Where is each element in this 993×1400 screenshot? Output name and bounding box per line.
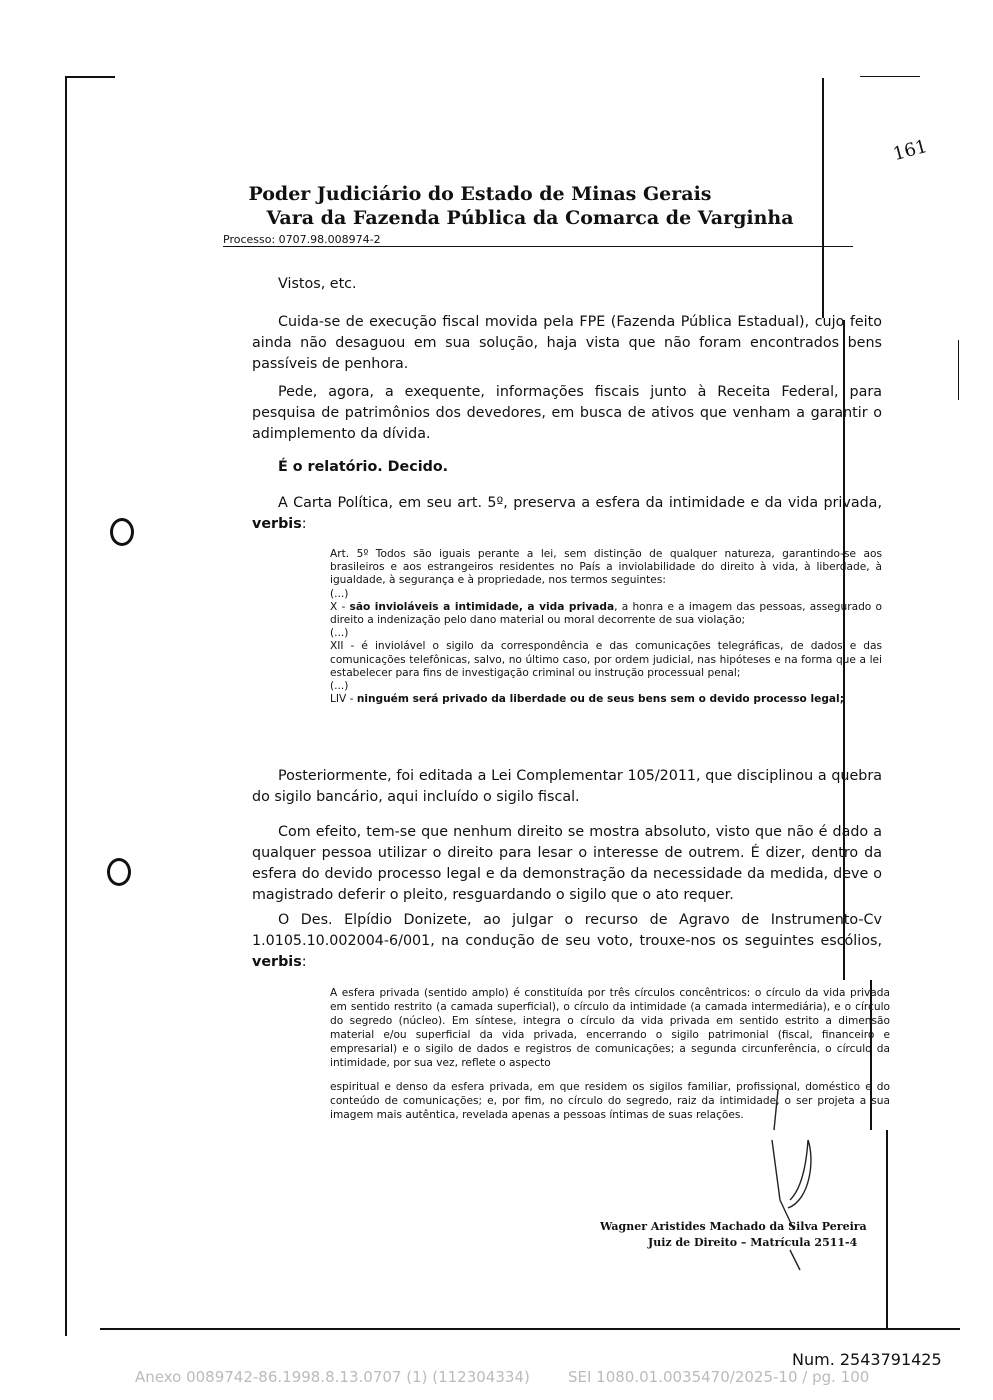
signer-role: Juiz de Direito – Matrícula 2511-4: [648, 1236, 858, 1249]
paragraph-7: O Des. Elpídio Donizete, ao julgar o recurso de Agravo de Instrumento-Cv 1.0105.10.002004-6/001, na condução de seu voto, trouxe-nos os seguintes escólios, verbis:: [252, 912, 882, 970]
paragraph-3: É o relatório. Decido.: [278, 459, 449, 475]
scan-border-top: [65, 76, 115, 78]
scan-fold-line-bottom: [886, 1130, 888, 1330]
constitution-quote: Art. 5º Todos são iguais perante a lei, sem distinção de qualquer natureza, garantindo-se aos brasileiros e aos estrangeiros residentes no País a inviolabilidade do direito à vida, à liberdade, à igualdade, à segurança e à propriedade, nos termos seguintes: (...) X - são invioláveis a intimidade, a vida privada, a honra e a imagem das pessoas, assegurado o direito a indenização pelo dano material ou moral decorrente de sua violação; (...) XII - é inviolável o sigilo da correspondência e das comunicações telegráficas, de dados e das comunicações telefônicas, salvo, no último caso, por ordem judicial, nas hipóteses e na forma que a lei estabelecer para fins de investigação criminal ou instrução processual penal; (...) LIV - ninguém será privado da liberdade ou de seus bens sem o devido processo legal;: [330, 548, 882, 706]
signer-name: Wagner Aristides Machado da Silva Pereira: [600, 1220, 867, 1233]
quote-item-liv: LIV - ninguém será privado da liberdade ou de seus bens sem o devido processo legal;: [330, 693, 844, 706]
binder-hole-top: [110, 518, 134, 546]
court-title: Poder Judiciário do Estado de Minas Gerais: [248, 183, 712, 205]
jurisprudence-quote: A esfera privada (sentido amplo) é constituída por três círculos concêntricos: o círculo da vida privada em sentido restrito (a camada superficial), o círculo da intimidade (a camada intermediária), e o círculo do segredo (núcleo). Em síntese, integra o círculo da vida privada em sentido estrito a dimensão material e/ou superficial da vida privada, encerrando o sigilo patrimonial (fiscal, financeiro e empresarial) e o sigilo de dados e registros de comunicações; a segunda circunferência, o círculo da intimidade, por sua vez, reflete o aspecto espiritual e denso da esfera privada, em que residem os sigilos familiar, profissional, doméstico e do conteúdo de comunicações; e, por fim, no círculo do segredo, raiz da intimidade, o ser projeta a sua imagem mais autêntica, revelada apenas a pessoas íntimas de suas relações.: [330, 987, 890, 1121]
annex-reference: Anexo 0089742-86.1998.8.13.0707 (1) (112304334) SEI 1080.01.0035470/2025-10 / pg. 100: [135, 1368, 870, 1386]
scan-top-mark: [860, 76, 920, 77]
greeting: Vistos, etc.: [278, 276, 357, 292]
handwritten-page-mark: 161: [890, 135, 930, 166]
document-number: Num. 2543791425: [792, 1350, 942, 1369]
paragraph-2: Pede, agora, a exequente, informações fiscais junto à Receita Federal, para pesquisa de patrimônios dos devedores, em busca de ativos que venham a garantir o adimplemento da dívida.: [252, 384, 882, 442]
paragraph-4: A Carta Política, em seu art. 5º, preserva a esfera da intimidade e da vida privada, verbis:: [252, 495, 882, 532]
process-number: Processo: 0707.98.008974-2: [223, 233, 381, 246]
header-rule: [223, 246, 853, 247]
vara-title: Vara da Fazenda Pública da Comarca de Varginha: [266, 207, 794, 229]
paragraph-5: Posteriormente, foi editada a Lei Complementar 105/2011, que disciplinou a quebra do sigilo bancário, aqui incluído o sigilo fiscal.: [252, 768, 882, 805]
paragraph-1: Cuida-se de execução fiscal movida pela FPE (Fazenda Pública Estadual), cujo feito ainda não desaguou em sua solução, haja vista que não foram encontrados bens passíveis de penhora.: [252, 314, 882, 372]
handwritten-signature: [760, 1080, 830, 1280]
binder-hole-bottom: [107, 858, 131, 886]
quote-item-xii: XII - é inviolável o sigilo da correspondência e das comunicações telegráficas, de dados e das comunicações telefônicas, salvo, no último caso, por ordem judicial, nas hipóteses e na forma que a lei estabelecer para fins de investigação criminal ou instrução processual penal;: [330, 640, 882, 679]
quote-item-x: X - são invioláveis a intimidade, a vida privada, a honra e a imagem das pessoas, assegurado o direito a indenização pelo dano material ou moral decorrente de sua violação;: [330, 600, 882, 627]
scan-right-mark: [958, 340, 959, 400]
scan-border-bottom: [100, 1328, 960, 1330]
scan-border-left: [65, 76, 67, 1336]
paragraph-6: Com efeito, tem-se que nenhum direito se mostra absoluto, visto que não é dado a qualquer pessoa utilizar o direito para lesar o interesse de outrem. É dizer, dentro da esfera do devido processo legal e da demonstração da necessidade da medida, deve o magistrado deferir o pleito, resguardando o sigilo que o ato requer.: [252, 824, 882, 903]
